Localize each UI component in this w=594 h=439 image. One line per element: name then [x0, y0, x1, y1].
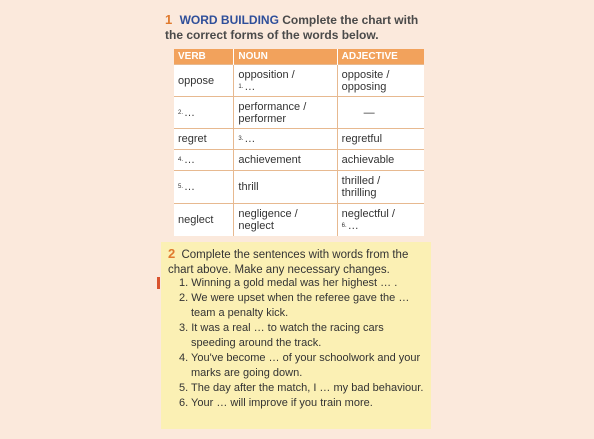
blank-gap[interactable]: … [244, 80, 256, 93]
cell-noun-text: negligence / [238, 208, 298, 220]
cell-adjective: regretful [337, 129, 424, 150]
chart-header-row [174, 49, 424, 65]
cell-verb [174, 150, 234, 171]
cell-noun-text: performance / [238, 100, 307, 113]
blank-number: 3. [238, 136, 244, 142]
cell-noun [234, 129, 337, 150]
cell-adjective: achievable [337, 150, 424, 171]
table-row [174, 204, 424, 237]
cell-verb: neglect [174, 204, 234, 237]
cell-verb: oppose [174, 65, 234, 97]
cell-noun-text: opposition / [238, 68, 295, 81]
list-item: 2. We were upset when the referee gave the … team a penalty kick. [179, 292, 410, 319]
list-item: 1. Winning a gold medal was her highest … . [179, 277, 398, 289]
cell-noun [234, 97, 337, 129]
cell-adjective-text-2: opposing [341, 80, 387, 93]
cell-noun-text-2: performer [238, 112, 287, 125]
list-item: 5. The day after the match, I … my bad behaviour. [179, 382, 424, 394]
exercise-2-panel [161, 242, 431, 429]
cell-adjective-text: neglectful / [341, 208, 395, 220]
cell-verb: regret [174, 129, 234, 150]
table-row [174, 97, 424, 129]
column-header-verb: VERB [174, 49, 234, 65]
cell-noun [234, 65, 337, 97]
active-line-marker [157, 277, 160, 289]
column-header-noun: NOUN [234, 49, 337, 65]
blank-number: 4. [178, 157, 184, 163]
cell-noun: thrill [234, 171, 337, 204]
cell-adjective [337, 65, 424, 97]
cell-verb [174, 97, 234, 129]
word-building-chart [174, 49, 424, 236]
table-row [174, 65, 424, 97]
blank-number: 1. [238, 83, 244, 90]
cell-adjective-text-2: thrilling [341, 187, 377, 199]
exercise-1-number: 1 [165, 12, 173, 27]
blank-gap[interactable]: … [184, 106, 196, 119]
blank-gap[interactable]: … [184, 181, 196, 193]
exercise-1-header [165, 12, 433, 43]
exercise-1-instruction [165, 12, 433, 43]
sentence-list [179, 276, 429, 411]
cell-verb [174, 171, 234, 204]
column-header-adjective: ADJECTIVE [337, 49, 424, 65]
blank-number: 6. [341, 223, 347, 229]
cell-noun-text-2: neglect [238, 220, 274, 232]
exercise-2-number: 2 [168, 246, 176, 261]
cell-adjective [337, 97, 424, 129]
table-row [174, 150, 424, 171]
cell-adjective-text: opposite / [341, 68, 390, 81]
blank-gap[interactable]: … [244, 133, 256, 145]
exercise-2-text: Complete the sentences with words from the chart above. Make any necessary changes. [168, 249, 409, 276]
exercise-2-instruction [168, 246, 426, 278]
table-row [174, 129, 424, 150]
no-form-dash: — [363, 106, 375, 119]
cell-noun: achievement [234, 150, 337, 171]
cell-adjective [337, 171, 424, 204]
cell-noun [234, 204, 337, 237]
table-row [174, 171, 424, 204]
blank-number: 2. [178, 109, 184, 116]
list-item: 4. You've become … of your schoolwork and your marks are going down. [179, 352, 421, 379]
cell-adjective-text: thrilled / [341, 175, 381, 187]
list-item: 3. It was a real … to watch the racing cars speeding around the track. [179, 322, 384, 349]
exercise-1-text: Complete the chart with the correct forms of the words below. [165, 13, 419, 42]
blank-number: 5. [178, 184, 184, 190]
blank-gap[interactable]: … [347, 220, 359, 232]
cell-adjective [337, 204, 424, 237]
exercise-1-keyword: WORD BUILDING [179, 13, 279, 27]
blank-gap[interactable]: … [184, 154, 196, 166]
list-item: 6. Your … will improve if you train more. [179, 397, 373, 409]
